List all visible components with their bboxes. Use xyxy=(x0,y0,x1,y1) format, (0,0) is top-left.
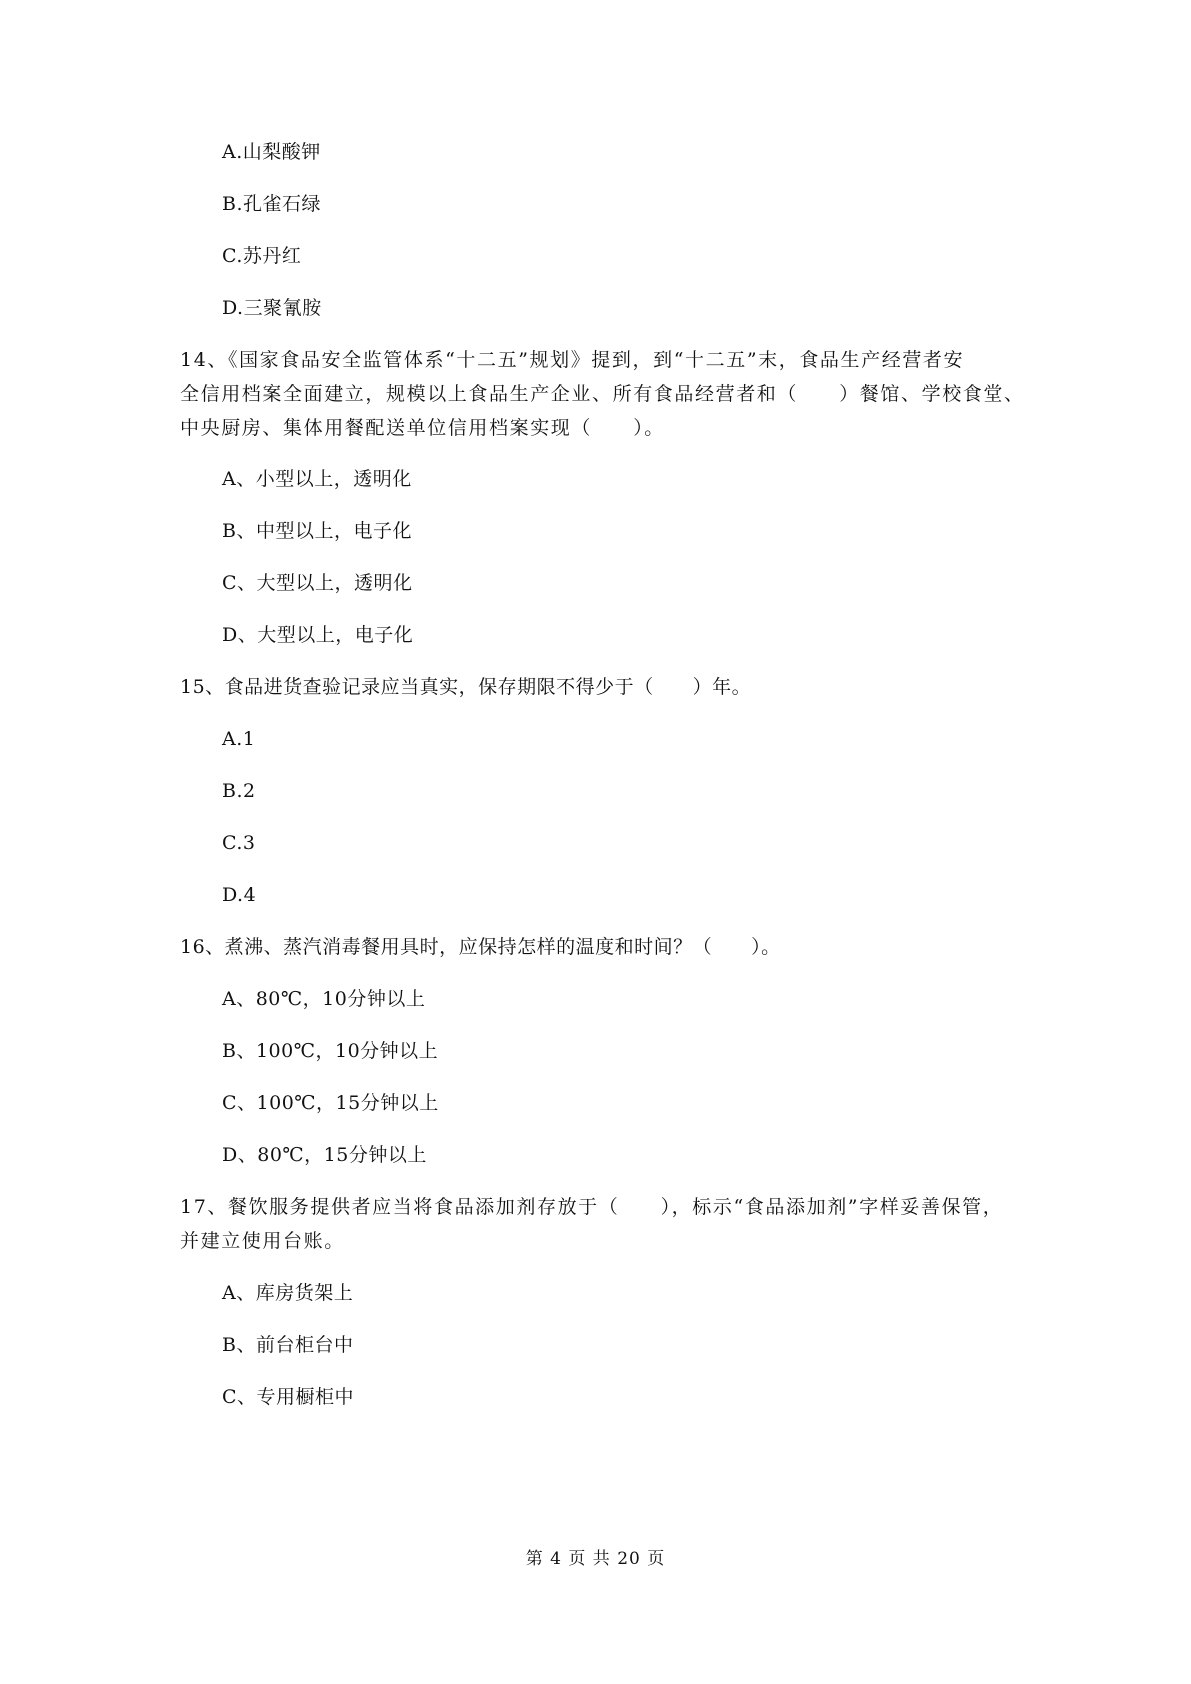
q17-option-a: A、库房货架上 xyxy=(222,1282,354,1304)
q16-stem-line-1: 16、煮沸、蒸汽消毒餐用具时，应保持怎样的温度和时间？（ ）。 xyxy=(180,936,781,958)
q14-stem-line-3: 中央厨房、集体用餐配送单位信用档案实现（ ）。 xyxy=(180,417,665,439)
page-number-footer: 第 4 页 共 20 页 xyxy=(525,1549,666,1569)
q15-option-d: D.4 xyxy=(222,884,257,906)
q15-stem-line-1: 15、食品进货查验记录应当真实，保存期限不得少于（ ）年。 xyxy=(180,676,752,698)
q15-option-c: C.3 xyxy=(222,832,256,854)
q17-option-b: B、前台柜台中 xyxy=(222,1334,354,1356)
q17-stem-line-2: 并建立使用台账。 xyxy=(180,1230,345,1252)
q16-option-a: A、80℃，10分钟以上 xyxy=(222,988,426,1010)
q14-option-c: C、大型以上，透明化 xyxy=(222,572,413,594)
q16-option-c: C、100℃，15分钟以上 xyxy=(222,1092,439,1114)
q13-option-d: D.三聚氰胺 xyxy=(222,297,322,319)
q14-option-a: A、小型以上，透明化 xyxy=(222,468,412,490)
q15-option-b: B.2 xyxy=(222,780,256,802)
q13-option-b: B.孔雀石绿 xyxy=(222,193,322,215)
q13-option-c: C.苏丹红 xyxy=(222,245,302,267)
q16-option-d: D、80℃，15分钟以上 xyxy=(222,1144,427,1166)
q14-option-d: D、大型以上，电子化 xyxy=(222,624,414,646)
q14-option-b: B、中型以上，电子化 xyxy=(222,520,412,542)
q16-option-b: B、100℃，10分钟以上 xyxy=(222,1040,439,1062)
q13-option-a: A.山梨酸钾 xyxy=(222,141,321,163)
q14-stem-line-2: 全信用档案全面建立，规模以上食品生产企业、所有食品经营者和（ ）餐馆、学校食堂、 xyxy=(180,383,1025,405)
q17-stem-line-1: 17、餐饮服务提供者应当将食品添加剂存放于（ ），标示“食品添加剂”字样妥善保管， xyxy=(180,1196,1004,1218)
q17-option-c: C、专用橱柜中 xyxy=(222,1386,355,1408)
q14-stem-line-1: 14、《国家食品安全监管体系“十二五”规划》提到，到“十二五”末，食品生产经营者安 xyxy=(180,349,965,371)
q15-option-a: A.1 xyxy=(222,728,256,750)
